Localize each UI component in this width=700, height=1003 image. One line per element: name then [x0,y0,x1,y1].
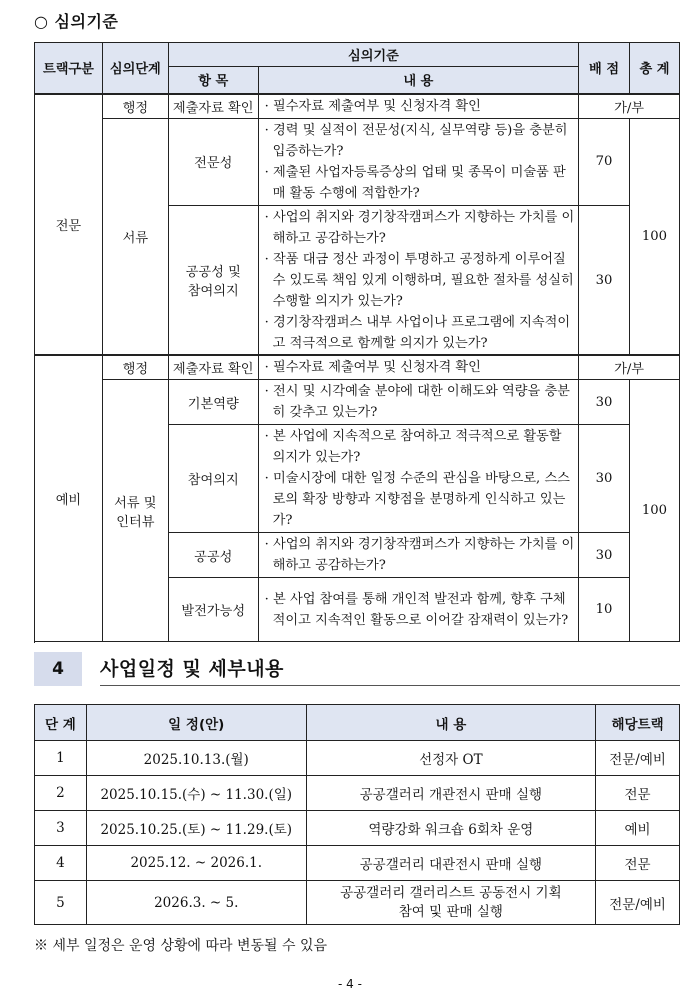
step-cell: 3 [35,811,87,846]
review-criteria-table [34,42,680,642]
score-cell: 30 [579,425,630,533]
stage-cell: 행정 [102,355,168,380]
bullet: · 사업의 취지와 경기창작캠퍼스가 지향하는 가치를 이해하고 공감하는가? [264,537,575,573]
header-score: 배 점 [579,43,630,94]
content-cell: · 필수자료 제출여부 및 신청자격 확인 [258,94,578,119]
track-cell: 전문/예비 [596,881,680,925]
item-cell: 제출자료 확인 [168,355,258,380]
header-date: 일 정(안) [86,705,306,741]
bullet: · 본 사업 참여를 통해 개인적 발전과 함께, 향후 구체적이고 지속적인 활동으로 이어갈 잠재력이 있는가? [264,591,569,628]
footnote: ※ 세부 일정은 운영 상황에 따라 변동될 수 있음 [34,938,328,954]
section-heading: 사업일정 및 세부내용 [100,658,284,680]
item-cell: 공공성 및 참여의지 [168,205,258,355]
track-cell: 전문/예비 [596,741,680,776]
header-track: 트랙구분 [35,43,103,94]
section-number: 4 [34,652,82,686]
content-cell [258,578,578,642]
bullet: · 경기창작캠퍼스 내부 사업이나 프로그램에 지속적이고 적극적으로 함께할 의지가 있는가? [264,314,571,351]
stage-cell: 서류 및 인터뷰 [102,380,168,642]
header-criteria: 심의기준 [168,43,578,67]
bullet: · 제출된 사업자등록증상의 업태 및 종목이 미술품 판매 활동 수행에 적합한가? [264,164,566,201]
track-cell: 예비 [596,811,680,846]
content-cell [258,380,578,425]
bullet: · 전시 및 시각예술 분야에 대한 이해도와 역량을 충분히 갖추고 있는가? [264,384,570,420]
header-item: 항 목 [168,67,258,94]
stage-cell: 행정 [102,94,168,119]
item-cell: 참여의지 [168,425,258,533]
content-cell [258,205,578,355]
date-cell: 2025.10.25.(토) ~ 11.29.(토) [86,811,306,846]
track-cell: 전문 [596,846,680,881]
table-row [35,741,680,776]
bullet: · 경력 및 실적이 전문성(지식, 실무역량 등)을 충분히 입증하는가? [264,122,568,159]
header-total: 총 계 [630,43,680,94]
bullet: · 미술시장에 대한 일정 수준의 관심을 바탕으로, 스스로의 확장 방향과 지향점을 분명하게 인식하고 있는가? [264,471,570,528]
header-stage: 심의단계 [102,43,168,94]
content-cell: 공공갤러리 개관전시 판매 실행 [306,776,596,811]
track-cell: 예비 [35,355,103,642]
step-cell: 1 [35,741,87,776]
content-cell [258,425,578,533]
item-cell: 전문성 [168,118,258,205]
table-row [35,811,680,846]
content-cell: 공공갤러리 갤러리스트 공동전시 기획 참여 및 판매 실행 [306,881,596,925]
step-cell: 4 [35,846,87,881]
score-cell: 가/부 [579,355,680,380]
header-content: 내 용 [258,67,578,94]
content-cell [258,118,578,205]
step-cell: 2 [35,776,87,811]
table-row [35,846,680,881]
content-cell: 공공갤러리 대관전시 판매 실행 [306,846,596,881]
item-cell: 공공성 [168,533,258,578]
score-cell: 30 [579,533,630,578]
total-cell: 100 [630,380,680,642]
header-step: 단 계 [35,705,87,741]
total-cell: 100 [630,118,680,355]
header-track: 해당트랙 [596,705,680,741]
item-cell: 제출자료 확인 [168,94,258,119]
score-cell: 30 [579,380,630,425]
date-cell: 2025.10.13.(월) [86,741,306,776]
date-cell: 2025.12. ~ 2026.1. [86,846,306,881]
bullet: · 작품 대금 정산 과정이 투명하고 공정하게 이루어질 수 있도록 책임 있게 이행하며, 필요한 절차를 성실히 수행할 의지가 있는가? [264,251,574,309]
header-content: 내 용 [306,705,596,741]
content-cell: 역량강화 워크숍 6회차 운영 [306,811,596,846]
stage-cell: 서류 [102,118,168,355]
table-row [35,881,680,925]
score-cell: 30 [579,205,630,355]
date-cell: 2025.10.15.(수) ~ 11.30.(일) [86,776,306,811]
content-cell: · 필수자료 제출여부 및 신청자격 확인 [258,355,578,380]
content-cell [258,533,578,578]
schedule-table [34,704,680,925]
bullet: · 사업의 취지와 경기창작캠퍼스가 지향하는 가치를 이해하고 공감하는가? [264,209,575,246]
item-cell: 기본역량 [168,380,258,425]
date-cell: 2026.3. ~ 5. [86,881,306,925]
content-cell: 선정자 OT [306,741,596,776]
score-cell: 10 [579,578,630,642]
item-cell: 발전가능성 [168,578,258,642]
step-cell: 5 [35,881,87,925]
score-cell: 70 [579,118,630,205]
section-title: ○ 심의기준 [34,12,119,31]
bullet: · 본 사업에 지속적으로 참여하고 적극적으로 활동할 의지가 있는가? [264,429,562,465]
score-cell: 가/부 [579,94,680,119]
section-divider [100,685,680,686]
table-row [35,776,680,811]
track-cell: 전문 [596,776,680,811]
page-number: - 4 - [338,977,362,991]
track-cell: 전문 [35,94,103,356]
